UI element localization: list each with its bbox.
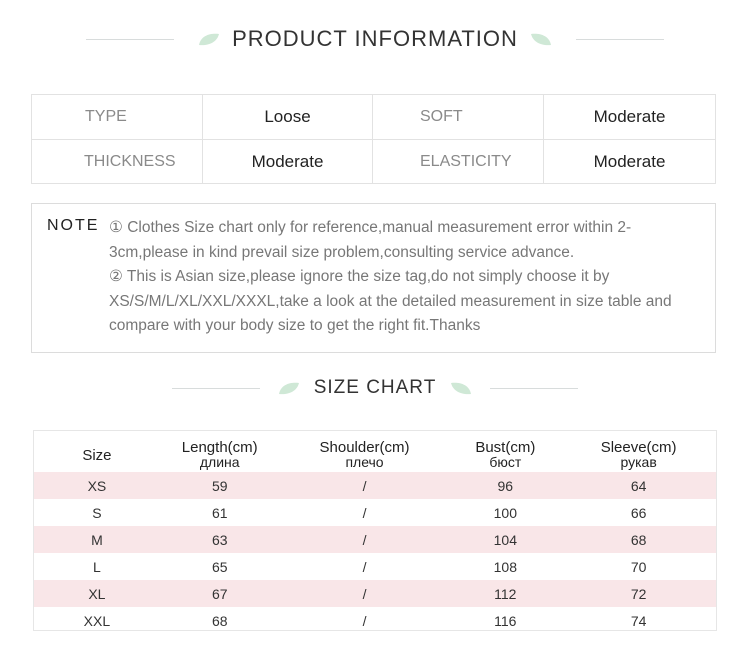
attribute-label: TYPE: [32, 95, 203, 139]
column-header: Size: [82, 447, 112, 464]
table-row: [34, 553, 716, 580]
divider-line: [576, 39, 664, 40]
cell-shoulder: /: [362, 585, 367, 602]
note-line: ① Clothes Size chart only for reference,manual measurement error within 2-3cm,please in kind prevail size problem,consulting service advance.: [109, 219, 632, 261]
cell-length: 61: [211, 504, 228, 521]
cell-shoulder: /: [362, 558, 367, 575]
column-header: Length(cm) длина: [181, 439, 258, 470]
attribute-label: SOFT: [373, 95, 544, 139]
section-title: SIZE CHART: [313, 377, 437, 398]
cell-shoulder: /: [362, 612, 367, 629]
cell-bust: 112: [494, 585, 517, 602]
note-text: [109, 216, 709, 339]
cell-sleeve: 74: [630, 612, 647, 629]
table-row: [34, 499, 716, 526]
cell-sleeve: 66: [630, 504, 647, 521]
cell-size: L: [93, 558, 101, 575]
table-header: [34, 431, 716, 472]
cell-size: M: [91, 531, 103, 548]
column-header: Bust(cm) бюст: [475, 439, 536, 470]
cell-sleeve: 72: [630, 585, 647, 602]
leaf-icon: [448, 379, 474, 397]
cell-bust: 100: [493, 504, 517, 521]
cell-bust: 104: [493, 531, 517, 548]
leaf-icon: [196, 30, 222, 48]
cell-length: 68: [211, 612, 228, 629]
cell-length: 59: [211, 477, 228, 494]
table-row: [34, 472, 716, 499]
note-box: [31, 203, 716, 353]
cell-sleeve: 64: [630, 477, 647, 494]
column-header: Sleeve(cm) рукав: [600, 439, 677, 470]
leaf-icon: [276, 379, 302, 397]
cell-bust: 108: [493, 558, 517, 575]
attribute-value: Loose: [203, 95, 373, 139]
table-row: [34, 607, 716, 634]
table-row: [34, 526, 716, 553]
note-line: ② This is Asian size,please ignore the size tag,do not simply choose it by XS/S/M/L/XL/XXL/XXXL,take a look at the detailed measurement in size table and compare with your body size to get the right fit.Thanks: [109, 268, 672, 334]
note-label: NOTE: [47, 217, 100, 234]
table-row: [32, 139, 715, 183]
cell-sleeve: 68: [630, 531, 647, 548]
size-chart-header: [0, 373, 750, 403]
page-title: PRODUCT INFORMATION: [232, 26, 518, 51]
cell-shoulder: /: [362, 531, 367, 548]
divider-line: [490, 388, 578, 389]
cell-length: 65: [211, 558, 228, 575]
divider-line: [172, 388, 260, 389]
attribute-value: Moderate: [593, 107, 666, 126]
table-row: [34, 580, 716, 607]
size-chart-table: [33, 430, 717, 631]
cell-bust: 116: [494, 612, 517, 629]
table-row: [32, 95, 715, 139]
product-info-table: [31, 94, 716, 184]
cell-size: XXL: [83, 612, 111, 629]
cell-length: 67: [211, 585, 228, 602]
product-information-header: [0, 22, 750, 56]
cell-size: S: [92, 504, 102, 521]
divider-line: [86, 39, 174, 40]
leaf-icon: [528, 30, 554, 48]
column-header: Shoulder(cm) плечо: [319, 439, 410, 470]
attribute-label: ELASTICITY: [373, 140, 544, 183]
cell-bust: 96: [497, 477, 514, 494]
attribute-label: THICKNESS: [32, 140, 203, 183]
cell-size: XS: [87, 477, 107, 494]
attribute-value: Moderate: [203, 140, 373, 183]
cell-shoulder: /: [362, 477, 367, 494]
cell-length: 63: [211, 531, 228, 548]
cell-shoulder: /: [362, 504, 367, 521]
attribute-value: Moderate: [593, 151, 666, 171]
cell-sleeve: 70: [630, 558, 647, 575]
cell-size: XL: [88, 585, 106, 602]
